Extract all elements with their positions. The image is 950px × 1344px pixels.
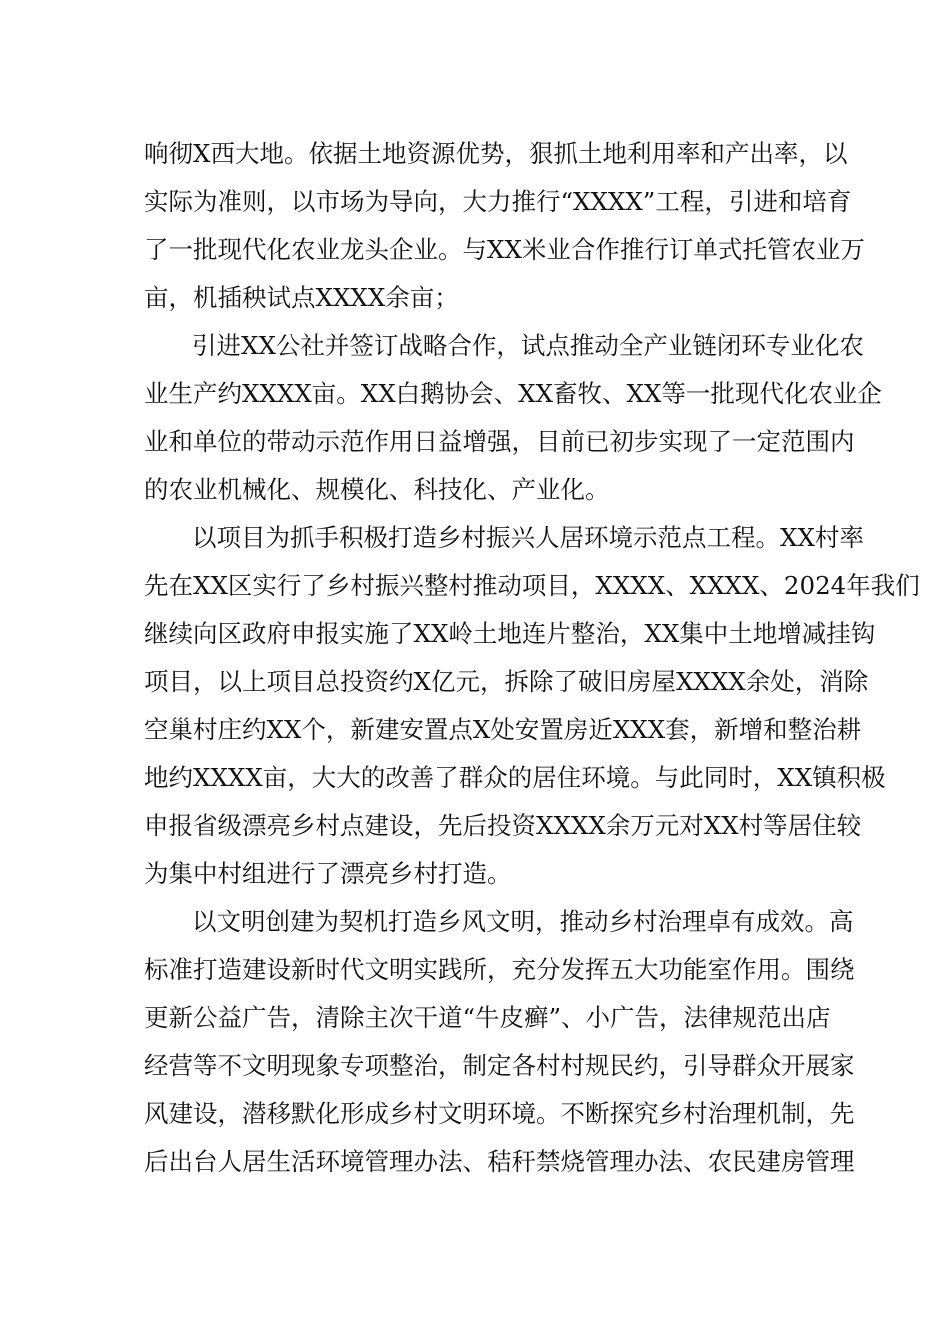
text-line: 经营等不文明现象专项整治，制定各村村规民约，引导群众开展家	[144, 1051, 855, 1080]
text-line: 项目，以上项目总投资约X亿元，拆除了破旧房屋XXXX余处，消除	[144, 667, 869, 696]
text-line: 标准打造建设新时代文明实践所，充分发挥五大功能室作用。围绕	[144, 955, 855, 984]
text-line: 空巢村庄约XX个，新建安置点X处安置房近XXX套，新增和整治耕	[144, 715, 862, 744]
text-line: 风建设，潜移默化形成乡村文明环境。不断探究乡村治理机制，先	[144, 1099, 855, 1128]
text-line: 继续向区政府申报实施了XX岭土地连片整治，XX集中土地增减挂钩	[144, 619, 876, 648]
paragraph-first-line: 以文明创建为契机打造乡风文明，推动乡村治理卓有成效。高	[192, 907, 854, 936]
text-line: 响彻X西大地。依据土地资源优势，狠抓土地利用率和产出率，以	[144, 139, 848, 168]
text-line: 了一批现代化农业龙头企业。与XX米业合作推行订单式托管农业万	[144, 235, 865, 264]
text-line: 亩，机插秧试点XXXX余亩；	[144, 283, 459, 312]
text-line: 后出台人居生活环境管理办法、秸秆禁烧管理办法、农民建房管理	[144, 1147, 855, 1176]
text-line: 更新公益广告，清除主次干道“牛皮癣”、小广告，法律规范出店	[144, 1003, 831, 1032]
text-line: 的农业机械化、规模化、科技化、产业化。	[144, 475, 610, 504]
text-line: 地约XXXX亩，大大的改善了群众的居住环境。与此同时，XX镇积极	[144, 763, 886, 792]
text-line: 申报省级漂亮乡村点建设，先后投资XXXX余万元对XX村等居住较	[144, 811, 862, 840]
text-line: 实际为准则，以市场为导向，大力推行“XXXX”工程，引进和培育	[144, 187, 852, 216]
text-line: 为集中村组进行了漂亮乡村打造。	[144, 859, 512, 888]
paragraph-first-line: 引进XX公社并签订战略合作，试点推动全产业链闭环专业化农	[192, 331, 864, 360]
text-line: 业和单位的带动示范作用日益增强，目前已初步实现了一定范围内	[144, 427, 855, 456]
text-line: 先在XX区实行了乡村振兴整村推动项目，XXXX、XXXX、2024年我们	[144, 571, 920, 600]
text-line: 业生产约XXXX亩。XX白鹅协会、XX畜牧、XX等一批现代化农业企	[144, 379, 882, 408]
paragraph-first-line: 以项目为抓手积极打造乡村振兴人居环境示范点工程。XX村率	[192, 523, 864, 552]
